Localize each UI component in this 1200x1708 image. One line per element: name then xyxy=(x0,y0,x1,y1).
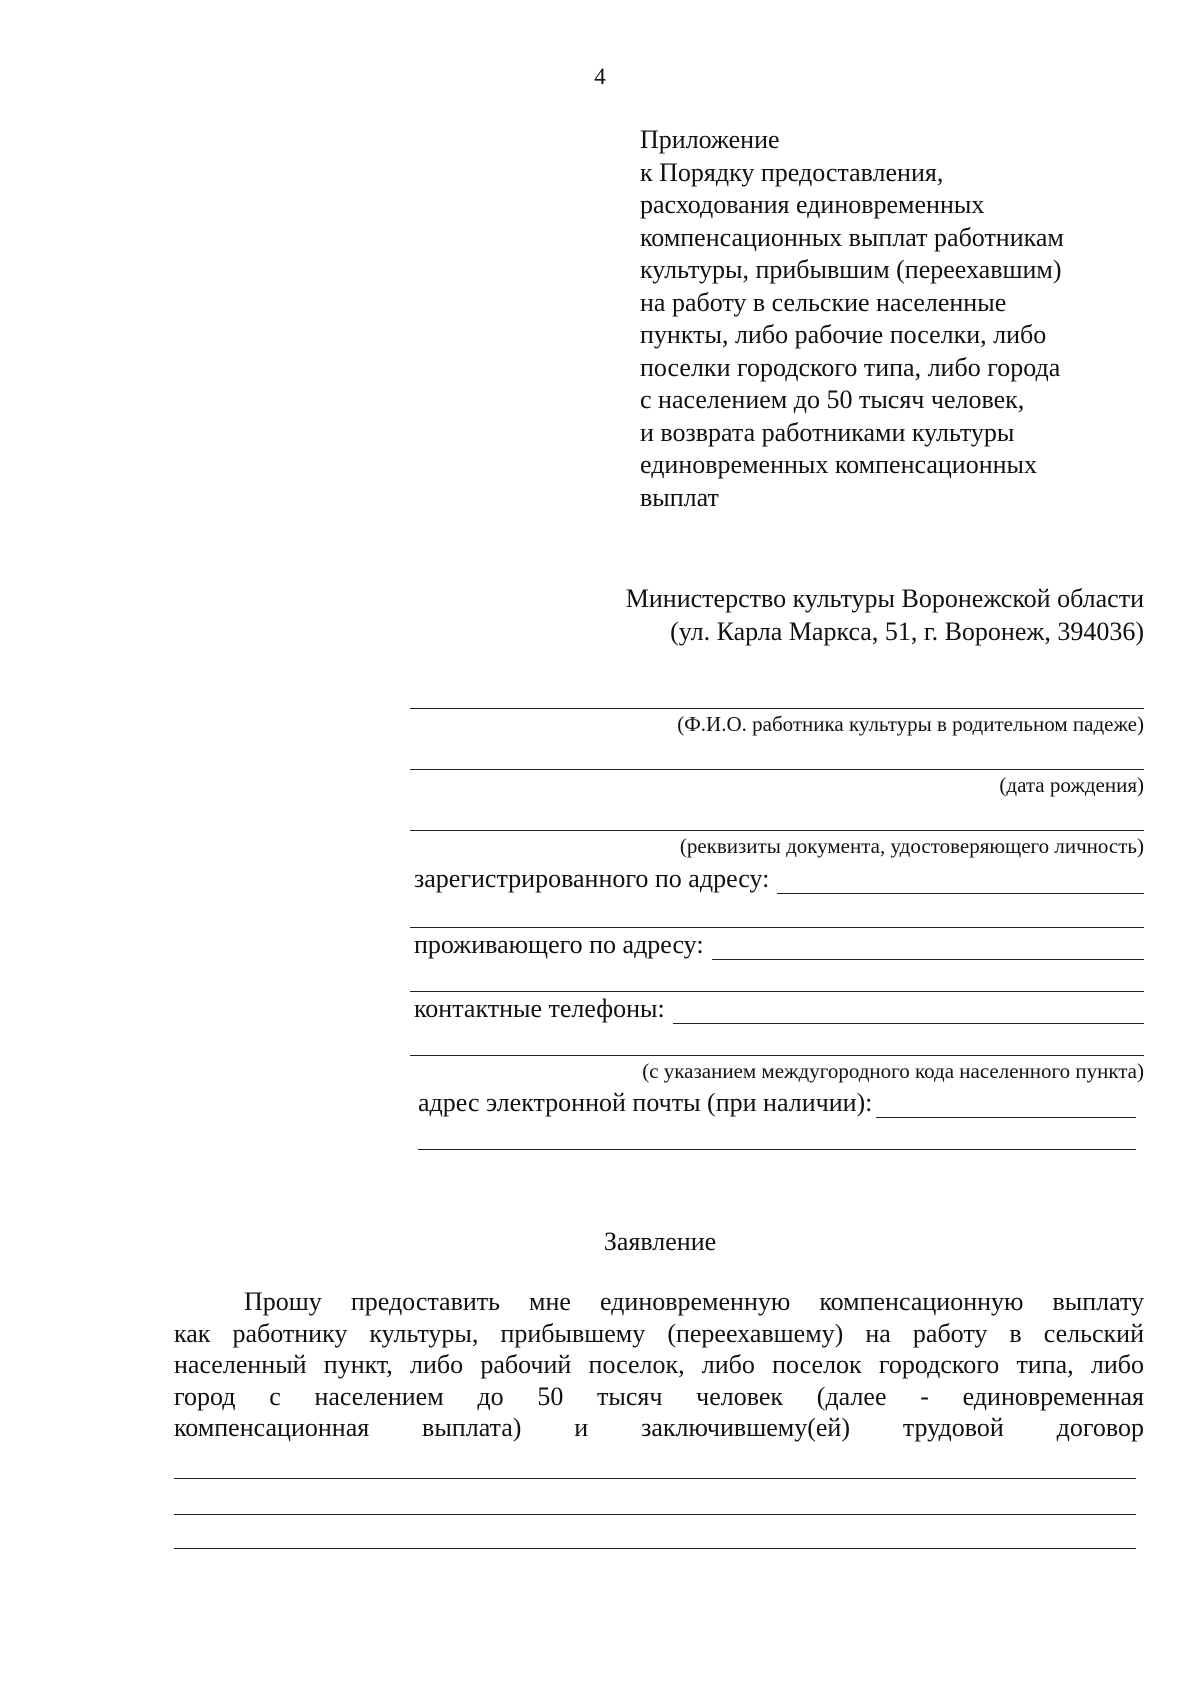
appendix-line: культуры, прибывшим (переехавшим) xyxy=(640,255,1062,284)
appendix-line: пункты, либо рабочие поселки, либо xyxy=(640,320,1047,349)
appendix-line: расходования единовременных xyxy=(640,190,985,219)
email-row xyxy=(418,1088,1136,1118)
appendix-block xyxy=(640,124,1140,514)
contract-blank-line-3[interactable] xyxy=(174,1548,1136,1549)
email-field[interactable] xyxy=(876,1093,1136,1118)
id-document-blank-line[interactable] xyxy=(410,830,1144,831)
email-label: адрес электронной почты (при наличии): xyxy=(418,1088,873,1117)
appendix-line: единовременных компенсационных xyxy=(640,450,1038,479)
appendix-line: Приложение xyxy=(640,125,780,154)
registered-address-field[interactable] xyxy=(777,869,1144,894)
registered-address-extra-line[interactable] xyxy=(410,927,1144,928)
contract-blank-line-2[interactable] xyxy=(174,1514,1136,1515)
phones-field[interactable] xyxy=(673,999,1144,1024)
ministry-name: Министерство культуры Воронежской области xyxy=(625,584,1144,613)
appendix-line: выплат xyxy=(640,482,719,512)
ministry-address: (ул. Карла Маркса, 51, г. Воронеж, 394036) xyxy=(670,617,1144,646)
email-extra-line[interactable] xyxy=(418,1149,1136,1150)
appendix-line: и возврата работниками культуры xyxy=(640,417,1015,447)
id-document-caption: (реквизиты документа, удостоверяющего личность) xyxy=(679,834,1144,858)
statement-title: Заявление xyxy=(603,1227,717,1256)
registered-address-label: зарегистрированного по адресу: xyxy=(414,864,770,893)
phones-label: контактные телефоны: xyxy=(414,994,665,1023)
statement-line: компенсационная выплата) и заключившему(ей) трудовой договор xyxy=(174,1413,1144,1442)
appendix-line: поселки городского типа, либо города xyxy=(640,352,1061,382)
birth-date-blank-line[interactable] xyxy=(410,769,1144,770)
fio-caption: (Ф.И.О. работника культуры в родительном падеже) xyxy=(677,712,1144,736)
phones-row xyxy=(414,994,1144,1024)
statement-line: населенный пункт, либо рабочий поселок, либо поселок городского типа, либо xyxy=(174,1350,1144,1379)
appendix-line: с населением до 50 тысяч человек, xyxy=(640,385,1025,414)
appendix-line: на работу в сельские населенные xyxy=(640,287,1007,317)
living-address-field[interactable] xyxy=(712,935,1144,960)
appendix-line: компенсационных выплат работникам xyxy=(640,222,1064,252)
living-address-extra-line[interactable] xyxy=(410,991,1144,992)
page-number: 4 xyxy=(594,64,606,89)
statement-line: как работнику культуры, прибывшему (переехавшему) на работу в сельский xyxy=(174,1318,1144,1348)
appendix-line: к Порядку предоставления, xyxy=(640,157,944,187)
contract-blank-line-1[interactable] xyxy=(174,1478,1136,1479)
fio-blank-line[interactable] xyxy=(410,708,1144,709)
registered-address-row xyxy=(414,864,1144,894)
statement-paragraph xyxy=(174,1286,1144,1444)
addressee-block xyxy=(626,582,1144,648)
living-address-row xyxy=(414,930,1144,960)
statement-line: город с населением до 50 тысяч человек (далее - единовременная xyxy=(174,1381,1144,1411)
phones-extra-line[interactable] xyxy=(410,1055,1144,1056)
birth-date-caption: (дата рождения) xyxy=(999,773,1144,797)
phones-caption: (с указанием междугородного кода населенного пункта) xyxy=(642,1059,1144,1083)
living-address-label: проживающего по адресу: xyxy=(414,930,704,959)
statement-line: Прошу предоставить мне единовременную компенсационную выплату xyxy=(244,1287,1144,1316)
